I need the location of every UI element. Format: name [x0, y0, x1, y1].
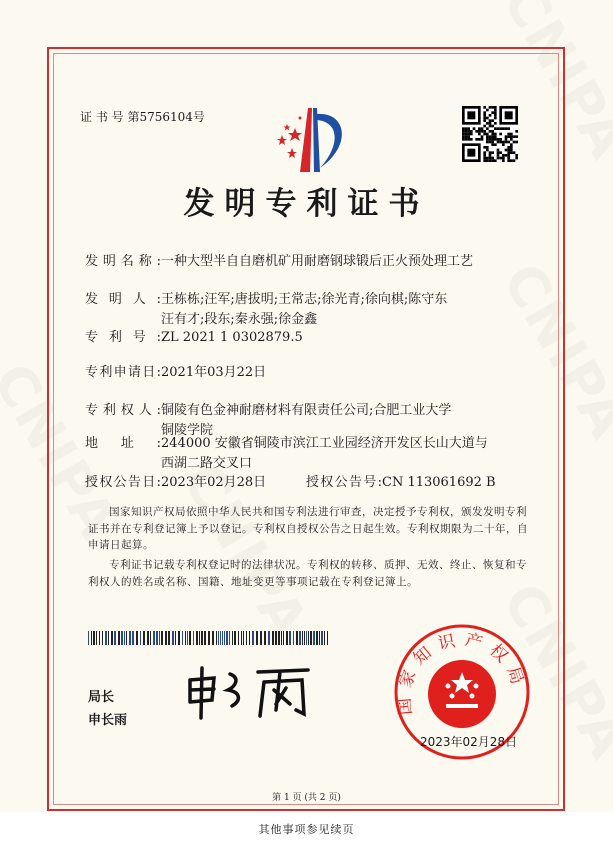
field-invention-name	[85, 252, 473, 272]
seal-date: 2023年02月28日	[420, 735, 518, 749]
field-patent-number	[85, 328, 303, 348]
barcode	[88, 631, 328, 645]
legal-paragraph: 专利证书记载专利权登记时的法律状况。专利权的转移、质押、无效、终止、恢复和专利权人的姓名或名称、国籍、地址变更等事项记载在专利登记簿上。	[88, 559, 527, 588]
field-value-line: 西湖二路交叉口	[161, 456, 253, 471]
signatory-title: 局长	[88, 690, 115, 705]
field-value-line: 汪有才;段东;秦永强;徐金鑫	[161, 312, 318, 327]
footer-note: 其他事项参见续页	[258, 823, 355, 836]
field-label: 专利号:	[85, 330, 161, 345]
field-value: ZL 2021 1 0302879.5	[161, 330, 303, 345]
field-address	[85, 434, 488, 474]
field-application-date	[85, 363, 266, 383]
field-grant-number	[306, 473, 496, 493]
legal-paragraph: 国家知识产权局依照中华人民共和国专利法进行审查，决定授予专利权，颁发发明专利证书并在专利登记簿上予以登记。专利权自授权公告之日起生效。专利权期限为二十年，自申请日起算。	[88, 506, 528, 551]
field-label: 发明人:	[85, 292, 161, 307]
field-value: CN 113061692 B	[382, 475, 496, 490]
field-label: 授权公告日:	[85, 475, 161, 490]
seal-text: 国家知识产权局	[394, 629, 530, 716]
field-label: 授权公告号:	[306, 475, 382, 490]
field-value-line: 244000 安徽省铜陵市滨江工业园经济开发区长山大道与	[161, 436, 488, 451]
cnipa-logo-icon	[262, 106, 354, 176]
field-label: 专利权人:	[85, 403, 161, 418]
page-number: 第 1 页 (共 2 页)	[272, 793, 341, 803]
signatory-name: 申长雨	[88, 713, 128, 728]
field-value: 一种大型半自自磨机矿用耐磨钢球锻后正火预处理工艺	[161, 254, 474, 269]
field-value-line: 王栋栋;汪军;唐拔明;王常志;徐光青;徐向棋;陈守东	[161, 292, 448, 307]
signature	[180, 660, 320, 720]
field-value-line: 铜陵学院	[161, 423, 214, 438]
field-label: 专利申请日:	[85, 365, 161, 380]
field-value: 2023年02月28日	[161, 475, 267, 490]
qr-code[interactable]	[462, 106, 518, 162]
field-value-line: 铜陵有色金神耐磨材料有限责任公司;合肥工业大学	[161, 403, 452, 418]
certificate-number: 证 书 号 第5756104号	[80, 110, 205, 124]
field-inventors	[85, 290, 447, 330]
field-label: 地址:	[85, 436, 161, 451]
field-value	[161, 290, 447, 330]
field-value	[161, 434, 488, 474]
field-value: 2021年03月22日	[161, 365, 267, 380]
certificate-title: 发明专利证书	[183, 186, 430, 222]
field-label: 发明名称:	[85, 254, 161, 269]
field-grant-date	[85, 473, 266, 493]
